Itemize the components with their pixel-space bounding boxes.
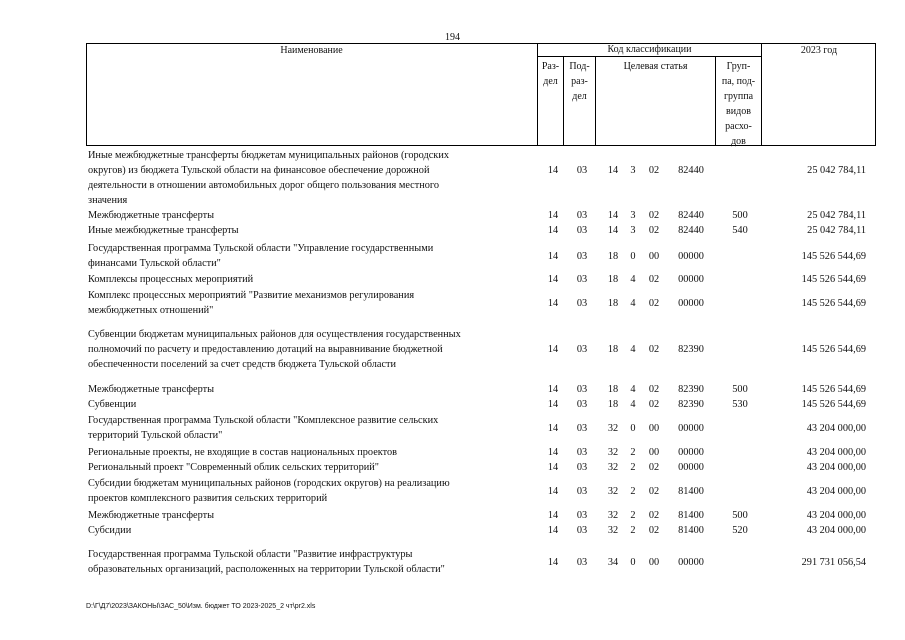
row-name — [88, 523, 536, 538]
amount-2023: 43 204 000,00 — [806, 525, 866, 536]
table-row — [88, 397, 874, 413]
code-p: 03 — [576, 462, 588, 473]
row-name-line: проектов комплексного развития сельских территорий — [88, 493, 328, 504]
code-g: 500 — [732, 210, 748, 221]
row-name-line: Комплексы процессных мероприятий — [88, 274, 254, 285]
header-group-line: видов — [726, 106, 751, 117]
code-t1: 18 — [607, 297, 619, 309]
code-t4: 82440 — [678, 164, 704, 176]
code-g: 500 — [732, 384, 748, 395]
code-p: 03 — [576, 344, 588, 355]
code-p: 03 — [576, 525, 588, 536]
amount-2023: 145 526 544,69 — [801, 399, 866, 410]
code-r: 14 — [547, 344, 559, 355]
code-g: 500 — [732, 510, 748, 521]
amount-2023: 291 731 056,54 — [801, 556, 866, 568]
code-t1: 32 — [607, 510, 619, 521]
code-t1: 14 — [607, 210, 619, 221]
code-t4: 81400 — [678, 510, 704, 521]
code-t2: 3 — [630, 225, 636, 236]
row-name-line: территорий Тульской области" — [88, 430, 223, 441]
code-r: 14 — [547, 525, 559, 536]
row-name-line: Субвенции бюджетам муниципальных районов для осуществления государственных — [88, 329, 461, 340]
row-name — [88, 208, 536, 223]
code-p: 03 — [576, 274, 588, 285]
row-name — [88, 382, 536, 397]
row-name — [88, 547, 536, 577]
table-row — [88, 288, 874, 318]
code-r: 14 — [547, 485, 559, 497]
amount-2023: 145 526 544,69 — [801, 250, 866, 262]
code-t4: 00000 — [678, 556, 704, 568]
code-r: 14 — [547, 384, 559, 395]
code-t2: 0 — [630, 422, 636, 434]
amount-2023: 43 204 000,00 — [806, 422, 866, 434]
table-row — [88, 445, 874, 461]
code-p: 03 — [576, 250, 588, 262]
row-name — [88, 148, 536, 208]
code-t2: 2 — [630, 510, 636, 521]
amount-2023: 145 526 544,69 — [801, 297, 866, 309]
row-name-line: полномочий по расчету и предоставлению дотаций на выравнивание бюджетной — [88, 344, 443, 355]
row-name — [88, 508, 536, 523]
table-header — [86, 43, 876, 146]
code-t3: 02 — [648, 225, 660, 236]
code-p: 03 — [576, 510, 588, 521]
code-t3: 00 — [648, 556, 660, 568]
row-name-line: Субсидии — [88, 525, 132, 536]
row-name-line: Государственная программа Тульской области "Развитие инфраструктуры — [88, 549, 413, 560]
amount-2023: 25 042 784,11 — [807, 164, 866, 176]
code-t4: 00000 — [678, 250, 704, 262]
code-t1: 18 — [607, 399, 619, 410]
table-row — [88, 460, 874, 476]
header-group-line: расхо- — [725, 121, 752, 132]
code-t2: 4 — [630, 297, 636, 309]
header-razdel-line: Раз- — [541, 61, 560, 72]
header-code: Код классификации — [538, 43, 762, 57]
code-t3: 02 — [648, 510, 660, 521]
amount-2023: 25 042 784,11 — [807, 225, 866, 236]
row-name — [88, 241, 536, 271]
row-name — [88, 397, 536, 412]
header-group — [716, 57, 762, 146]
code-r: 14 — [547, 225, 559, 236]
row-name-line: Государственная программа Тульской области "Управление государственными — [88, 243, 434, 254]
row-name-line: межбюджетных отношений" — [88, 305, 214, 316]
header-podrazdel — [564, 57, 596, 146]
code-r: 14 — [547, 250, 559, 262]
row-name-line: округов) из бюджета Тульской области на финансовое обеспечение дорожной — [88, 165, 430, 176]
code-t4: 00000 — [678, 274, 704, 285]
row-name-line: Межбюджетные трансферты — [88, 510, 215, 521]
row-name-line: Региональные проекты, не входящие в состав национальных проектов — [88, 447, 398, 458]
row-name-line: Иные межбюджетные трансферты бюджетам муниципальных районов (городских — [88, 150, 449, 161]
header-podrazdel-line: Под- — [569, 61, 590, 72]
amount-2023: 43 204 000,00 — [806, 447, 866, 458]
row-name — [88, 445, 536, 460]
row-name-line: Региональный проект "Современный облик сельских территорий" — [88, 462, 379, 473]
code-t2: 4 — [630, 384, 636, 395]
table-row — [88, 547, 874, 579]
code-p: 03 — [576, 556, 588, 568]
code-r: 14 — [547, 399, 559, 410]
table-row — [88, 327, 874, 373]
amount-2023: 43 204 000,00 — [806, 462, 866, 473]
code-t2: 4 — [630, 274, 636, 285]
code-t2: 2 — [630, 525, 636, 536]
table-row — [88, 523, 874, 539]
code-t3: 02 — [648, 462, 660, 473]
code-r: 14 — [547, 447, 559, 458]
code-g: 540 — [732, 225, 748, 236]
code-t3: 02 — [648, 164, 660, 176]
code-r: 14 — [547, 297, 559, 309]
header-target: Целевая статья — [596, 57, 716, 146]
code-r: 14 — [547, 462, 559, 473]
code-t4: 82440 — [678, 210, 704, 221]
table-row — [88, 476, 874, 506]
code-r: 14 — [547, 164, 559, 176]
code-t1: 32 — [607, 525, 619, 536]
amount-2023: 43 204 000,00 — [806, 485, 866, 497]
row-name — [88, 288, 536, 318]
code-t4: 00000 — [678, 447, 704, 458]
row-name — [88, 272, 536, 287]
code-t3: 02 — [648, 297, 660, 309]
row-name — [88, 223, 536, 238]
table-row — [88, 382, 874, 398]
row-name-line: деятельности в отношении автомобильных дорог общего пользования местного — [88, 180, 440, 191]
row-name-line: Субвенции — [88, 399, 137, 410]
row-name-line: Комплекс процессных мероприятий "Развитие механизмов регулирования — [88, 290, 415, 301]
code-t4: 82390 — [678, 384, 704, 395]
code-t1: 32 — [607, 462, 619, 473]
code-p: 03 — [576, 422, 588, 434]
code-t4: 00000 — [678, 462, 704, 473]
code-p: 03 — [576, 297, 588, 309]
header-group-line: па, под- — [721, 76, 756, 87]
code-t3: 00 — [648, 250, 660, 262]
code-t1: 18 — [607, 384, 619, 395]
page-number: 194 — [445, 32, 460, 43]
file-path-footer: D:\Г\Д7\2023\ЗАКОНЫ\ЗАС_50\Изм. бюджет ТО 2023-2025_2 чт\pr2.xls — [86, 603, 316, 610]
code-p: 03 — [576, 399, 588, 410]
code-t1: 18 — [607, 344, 619, 355]
amount-2023: 43 204 000,00 — [806, 510, 866, 521]
code-t2: 2 — [630, 447, 636, 458]
code-r: 14 — [547, 422, 559, 434]
table-row — [88, 508, 874, 524]
row-name-line: значения — [88, 195, 128, 206]
header-group-line: группа — [723, 91, 754, 102]
code-t2: 2 — [630, 462, 636, 473]
code-r: 14 — [547, 210, 559, 221]
code-t4: 81400 — [678, 525, 704, 536]
code-r: 14 — [547, 274, 559, 285]
header-name: Наименование — [86, 43, 538, 146]
code-t4: 82390 — [678, 399, 704, 410]
code-t4: 00000 — [678, 297, 704, 309]
header-razdel-line: дел — [543, 76, 558, 87]
code-t1: 14 — [607, 164, 619, 176]
row-name — [88, 327, 536, 372]
header-podrazdel-line: раз- — [571, 76, 588, 87]
row-name-line: обеспеченности поселений за счет средств бюджета Тульской области — [88, 359, 397, 370]
code-t3: 02 — [648, 210, 660, 221]
row-name-line: Государственная программа Тульской области "Комплексное развитие сельских — [88, 415, 439, 426]
code-p: 03 — [576, 447, 588, 458]
code-r: 14 — [547, 510, 559, 521]
row-name-line: Межбюджетные трансферты — [88, 384, 215, 395]
code-t1: 32 — [607, 422, 619, 434]
code-t1: 14 — [607, 225, 619, 236]
code-t4: 81400 — [678, 485, 704, 497]
table-row — [88, 413, 874, 443]
row-name — [88, 413, 536, 443]
row-name-line: Субсидии бюджетам муниципальных районов (городских округов) на реализацию — [88, 478, 450, 489]
amount-2023: 145 526 544,69 — [801, 274, 866, 285]
code-p: 03 — [576, 210, 588, 221]
code-p: 03 — [576, 384, 588, 395]
row-name-line: образовательных организаций, расположенных на территории Тульской области" — [88, 564, 445, 575]
row-name-line: финансами Тульской области" — [88, 258, 221, 269]
table-row — [88, 148, 874, 208]
code-t3: 00 — [648, 447, 660, 458]
code-t3: 02 — [648, 274, 660, 285]
header-year: 2023 год — [762, 43, 876, 146]
code-t4: 82440 — [678, 225, 704, 236]
code-t3: 02 — [648, 399, 660, 410]
code-t1: 32 — [607, 485, 619, 497]
code-t2: 4 — [630, 399, 636, 410]
code-p: 03 — [576, 225, 588, 236]
code-t4: 00000 — [678, 422, 704, 434]
code-g: 520 — [732, 525, 748, 536]
code-t3: 02 — [648, 384, 660, 395]
code-t3: 02 — [648, 525, 660, 536]
header-razdel — [538, 57, 564, 146]
code-t2: 2 — [630, 485, 636, 497]
table-row — [88, 272, 874, 288]
code-g: 530 — [732, 399, 748, 410]
code-t1: 18 — [607, 274, 619, 285]
code-t3: 02 — [648, 344, 660, 355]
header-podrazdel-line: дел — [572, 91, 587, 102]
amount-2023: 145 526 544,69 — [801, 344, 866, 355]
amount-2023: 145 526 544,69 — [801, 384, 866, 395]
amount-2023: 25 042 784,11 — [807, 210, 866, 221]
header-group-line: Груп- — [726, 61, 751, 72]
row-name-line: Иные межбюджетные трансферты — [88, 225, 239, 236]
code-r: 14 — [547, 556, 559, 568]
table-row — [88, 223, 874, 239]
row-name — [88, 476, 536, 506]
code-t1: 34 — [607, 556, 619, 568]
code-t2: 3 — [630, 164, 636, 176]
code-t2: 0 — [630, 250, 636, 262]
row-name — [88, 460, 536, 475]
code-t2: 3 — [630, 210, 636, 221]
code-t1: 18 — [607, 250, 619, 262]
code-t3: 02 — [648, 485, 660, 497]
table-row — [88, 241, 874, 271]
code-t2: 4 — [630, 344, 636, 355]
code-p: 03 — [576, 485, 588, 497]
table-row — [88, 208, 874, 224]
code-t4: 82390 — [678, 344, 704, 355]
row-name-line: Межбюджетные трансферты — [88, 210, 215, 221]
code-p: 03 — [576, 164, 588, 176]
code-t2: 0 — [630, 556, 636, 568]
code-t3: 00 — [648, 422, 660, 434]
header-group-line: дов — [731, 136, 746, 147]
code-t1: 32 — [607, 447, 619, 458]
